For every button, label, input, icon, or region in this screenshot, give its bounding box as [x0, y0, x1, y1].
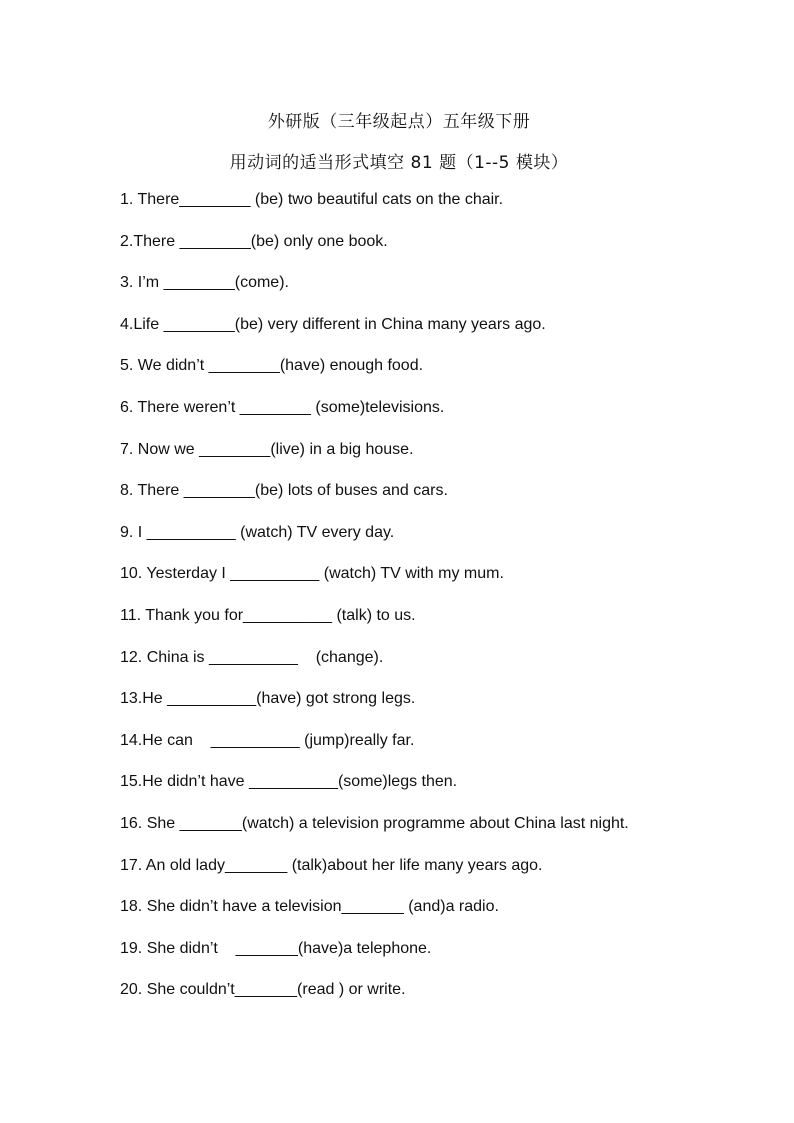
document-title: 外研版（三年级起点）五年级下册 [267, 112, 531, 132]
question-item: 2.There ________(be) only one book. [120, 232, 388, 250]
question-item: 13.He __________(have) got strong legs. [120, 690, 416, 708]
question-item: 12. China is __________ (change). [120, 648, 384, 666]
question-item: 5. We didn’t ________(have) enough food. [120, 357, 424, 375]
question-item: 17. An old lady_______ (talk)about her life many years ago. [120, 856, 543, 874]
question-item: 6. There weren’t ________ (some)televisions. [120, 398, 445, 416]
question-item: 20. She couldn’t_______(read ) or write. [120, 981, 406, 999]
question-item: 7. Now we ________(live) in a big house. [120, 440, 414, 458]
question-item: 8. There ________(be) lots of buses and cars. [120, 482, 448, 500]
question-item: 18. She didn’t have a television_______ (and)a radio. [120, 898, 499, 916]
question-item: 10. Yesterday I __________ (watch) TV with my mum. [120, 565, 504, 583]
question-item: 15.He didn’t have __________(some)legs then. [120, 773, 458, 791]
question-item: 11. Thank you for__________ (talk) to us. [120, 606, 416, 624]
question-item: 19. She didn’t _______(have)a telephone. [120, 939, 432, 957]
document-subtitle: 用动词的适当形式填空 81 题（1--5 模块） [229, 153, 569, 173]
question-item: 9. I __________ (watch) TV every day. [120, 523, 395, 541]
question-item: 3. I’m ________(come). [120, 274, 289, 292]
question-item: 14.He can __________ (jump)really far. [120, 731, 415, 749]
question-item: 16. She _______(watch) a television programme about China last night. [120, 814, 629, 832]
question-item: 4.Life ________(be) very different in China many years ago. [120, 315, 546, 333]
question-item: 1. There________ (be) two beautiful cats on the chair. [120, 191, 504, 208]
question-list [120, 188, 629, 1020]
